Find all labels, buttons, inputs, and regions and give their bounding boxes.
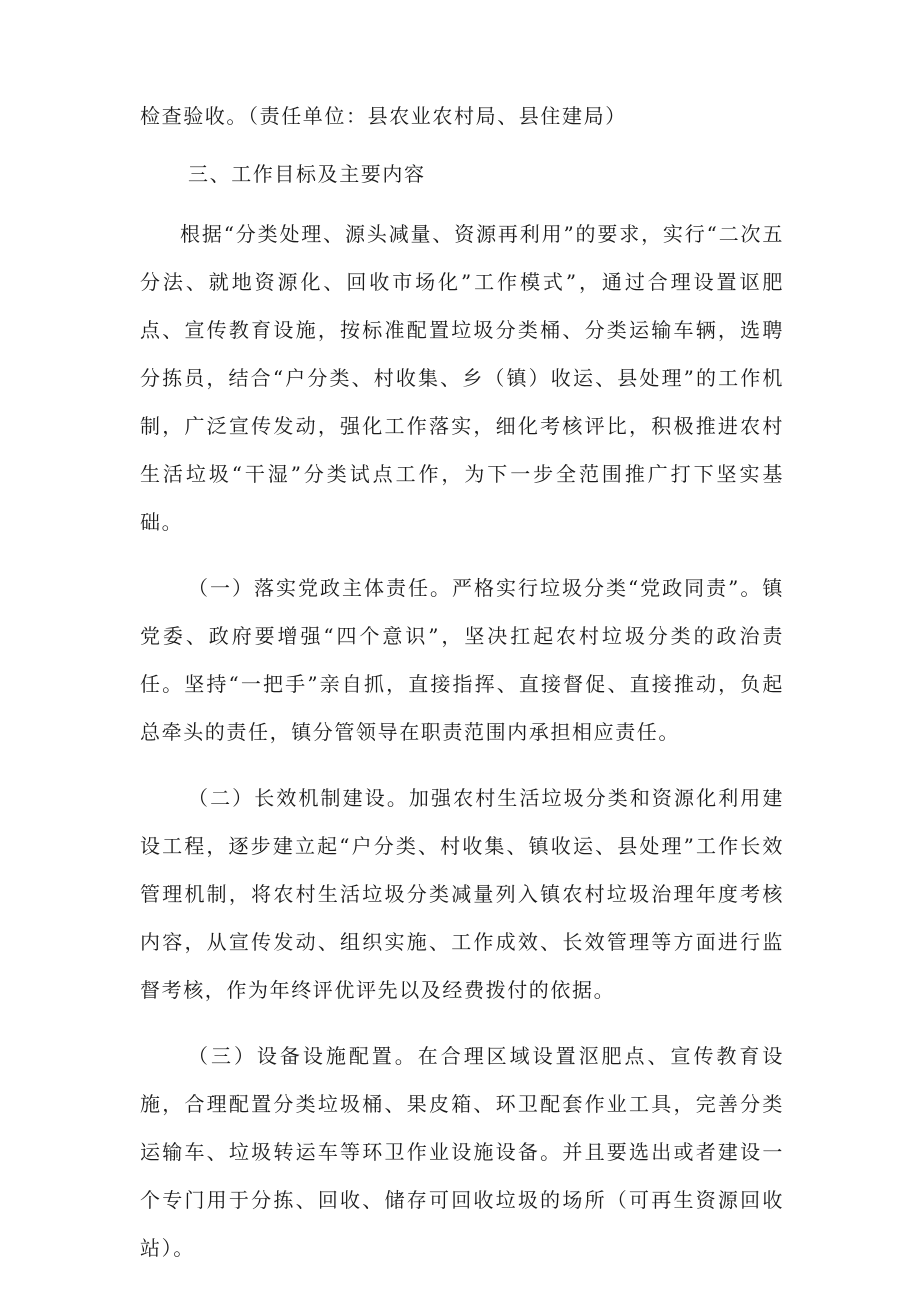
document-body xyxy=(140,92,784,1272)
paragraph-item-3: （三）设备设施配置。在合理区域设置沤肥点、宣传教育设施，合理配置分类垃圾桶、果皮箱、环卫配套作业工具，完善分类运输车、垃圾转运车等环卫作业设施设备。并且要选出或者建设一个专门用于分拣、回收、储存可回收垃圾的场所（可再生资源回收站）。 xyxy=(140,1044,784,1260)
paragraph-item-2: （二）长效机制建设。加强农村生活垃圾分类和资源化利用建设工程，逐步建立起“户分类、村收集、镇收运、县处理”工作长效管理机制，将农村生活垃圾分类减量列入镇农村垃圾治理年度考核内容，从宣传发动、组织实施、工作成效、长效管理等方面进行监督考核，作为年终评优评先以及经费拨付的依据。 xyxy=(140,786,784,1002)
section-heading: 三、工作目标及主要内容 xyxy=(188,162,426,186)
continuation-line: 检查验收。（责任单位：县农业农村局、县住建局） xyxy=(140,104,627,128)
intro-paragraph: 根据“分类处理、源头减量、资源再利用”的要求，实行“二次五分法、就地资源化、回收市场化”工作模式”，通过合理设置讴肥点、宣传教育设施，按标准配置垃圾分类桶、分类运输车辆，选聘分拣员，结合“户分类、村收集、乡（镇）收运、县处理”的工作机制，广泛宣传发动，强化工作落实，细化考核评比，积极推进农村生活垃圾“干湿”分类试点工作，为下一步全范围推广打下坚实基础。 xyxy=(140,222,784,534)
paragraph-item-1: （一）落实党政主体责任。严格实行垃圾分类“党政同责”。镇党委、政府要增强“四个意识”，坚决扛起农村垃圾分类的政治责任。坚持“一把手”亲自抓，直接指挥、直接督促、直接推动，负起总牵头的责任，镇分管领导在职责范围内承担相应责任。 xyxy=(140,576,784,744)
